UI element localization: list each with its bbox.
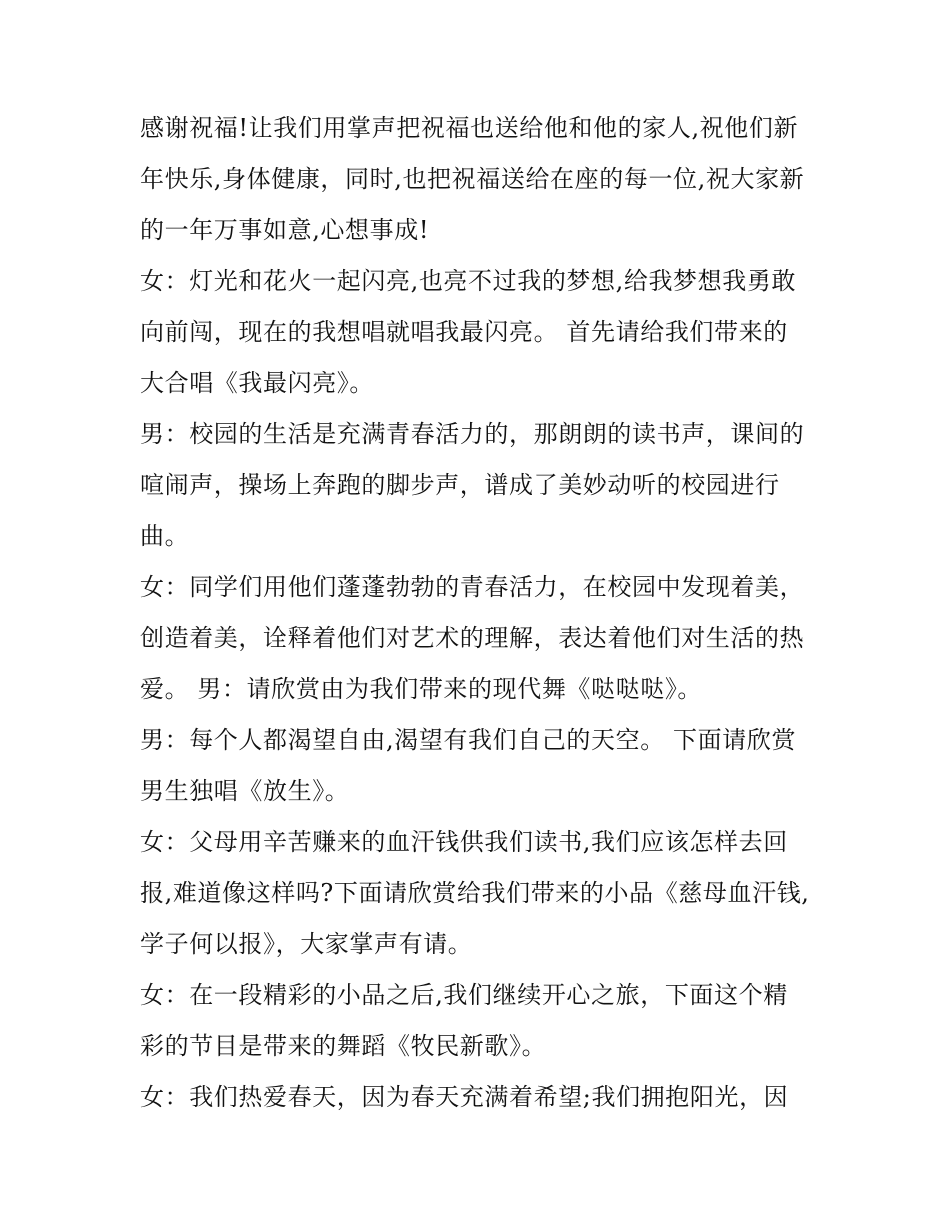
paragraph-male-host-1 [140,409,820,562]
text-line: 向前闯，现在的我想唱就唱我最闪亮。 首先请给我们带来的 [140,318,788,346]
text-line: 曲。 [140,522,190,550]
paragraph-female-host-5 [140,1072,820,1123]
text-line: 女：父母用辛苦赚来的血汗钱供我们读书,我们应该怎样去回 [140,828,788,856]
text-line: 男生独唱《放生》。 [140,777,350,805]
text-line: 彩的节目是带来的舞蹈《牧民新歌》。 [140,1032,547,1060]
text-line: 大合唱《我最闪亮》。 [140,369,374,397]
text-line: 女：灯光和花火一起闪亮,也亮不过我的梦想,给我梦想我勇敢 [140,267,797,295]
paragraph-female-host-2 [140,562,820,715]
text-line: 创造着美，诠释着他们对艺术的理解，表达着他们对生活的热 [140,624,805,652]
paragraph-female-host-4 [140,970,820,1072]
text-line: 爱。 男：请欣赏由为我们带来的现代舞《哒哒哒》。 [140,675,703,703]
text-line: 感谢祝福!让我们用掌声把祝福也送给他和他的家人,祝他们新 [140,114,799,142]
text-line: 男：每个人都渴望自由,渴望有我们自己的天空。 下面请欣赏 [140,726,797,754]
paragraph-male-host-2 [140,715,820,817]
text-line: 男：校园的生活是充满青春活力的，那朗朗的读书声，课间的 [140,420,805,448]
paragraph-female-host-3 [140,817,820,970]
text-line: 报,难道像这样吗?下面请欣赏给我们带来的小品《慈母血汗钱, [140,879,810,907]
text-line: 女：我们热爱春天，因为春天充满着希望;我们拥抱阳光，因 [140,1083,789,1111]
text-line: 学子何以报》，大家掌声有请。 [140,930,473,958]
text-line: 女：在一段精彩的小品之后,我们继续开心之旅，下面这个精 [140,981,788,1009]
document-body [140,103,820,1123]
paragraph-female-host-1 [140,256,820,409]
text-line: 年快乐,身体健康，同时,也把祝福送给在座的每一位,祝大家新 [140,165,805,193]
text-line: 的一年万事如意,心想事成! [140,216,430,244]
paragraph-blessing [140,103,820,256]
text-line: 女：同学们用他们蓬蓬勃勃的青春活力，在校园中发现着美， [140,573,805,601]
text-line: 喧闹声，操场上奔跑的脚步声，谱成了美妙动听的校园进行 [140,471,780,499]
